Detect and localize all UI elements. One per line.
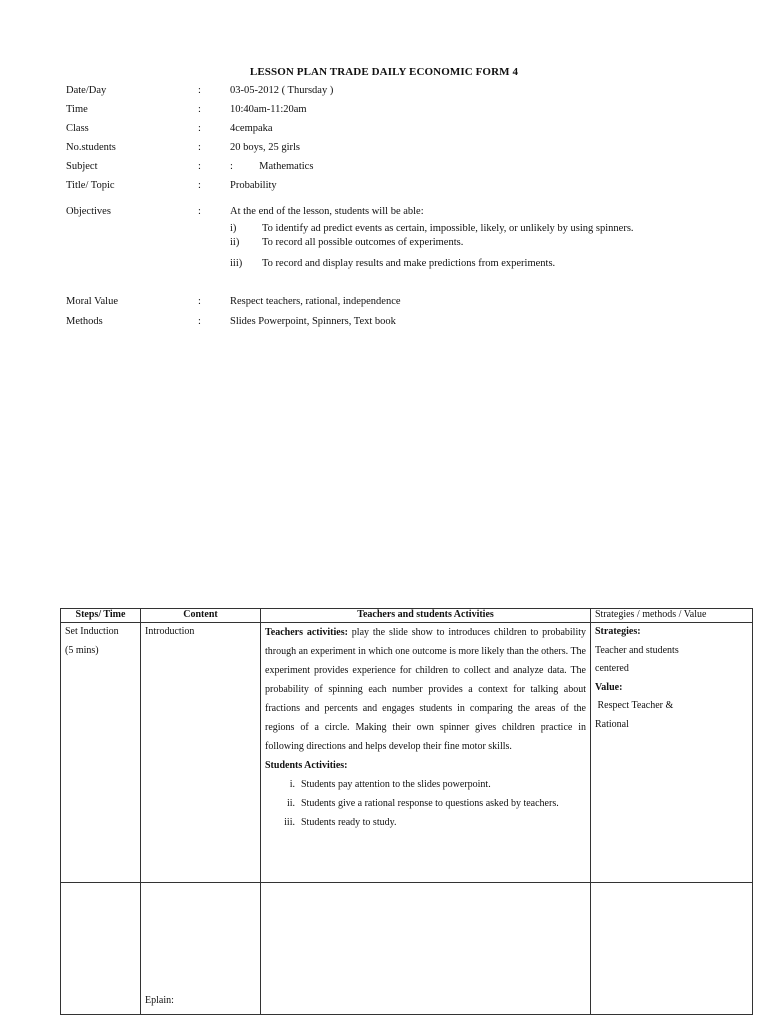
- list-item: [265, 775, 586, 794]
- cell-content: [141, 623, 261, 883]
- list-item: [265, 794, 586, 813]
- field-colon: :: [198, 123, 201, 134]
- moral-value-label: Moral Value: [66, 296, 119, 307]
- field-value-students: 20 boys, 25 girls: [230, 142, 301, 153]
- methods-text: Slides Powerpoint, Spinners, Text book: [230, 316, 396, 327]
- strategies-text: centered: [595, 663, 629, 674]
- table-header-row: [61, 609, 753, 623]
- field-colon: :: [198, 161, 201, 172]
- field-colon: :: [198, 316, 201, 327]
- table-row: [61, 883, 753, 1015]
- cell-strategies: [591, 623, 753, 883]
- field-colon: :: [198, 180, 201, 191]
- field-label-topic: Title/ Topic: [66, 180, 115, 191]
- lesson-table: [60, 608, 753, 1015]
- objective-number: i): [230, 223, 237, 234]
- field-value-subject: : Mathematics: [230, 161, 314, 172]
- strategies-label: Strategies:: [595, 626, 641, 637]
- header-content: Content: [141, 609, 261, 623]
- field-value-date: 03-05-2012 ( Thursday ): [230, 85, 334, 96]
- list-item-number: i.: [289, 779, 295, 790]
- teachers-activities-label: Teachers activities:: [265, 627, 348, 638]
- value-text: Rational: [595, 718, 629, 730]
- list-item: [265, 813, 586, 832]
- cell-activities: [261, 883, 591, 1015]
- list-item-text: Students pay attention to the slides powerpoint.: [301, 779, 491, 790]
- field-colon: :: [198, 85, 201, 96]
- field-label-time: Time: [66, 104, 88, 115]
- cell-strategies: [591, 883, 753, 1015]
- objectives-intro: At the end of the lesson, students will be able:: [230, 206, 424, 217]
- step-time: (5 mins): [65, 644, 99, 656]
- list-item-text: Students give a rational response to questions asked by teachers.: [301, 798, 559, 809]
- field-label-students: No.students: [66, 142, 116, 153]
- step-name: Set Induction: [65, 626, 119, 637]
- field-value-time: 10:40am-11:20am: [230, 104, 307, 115]
- table-row: [61, 623, 753, 883]
- field-label-subject: Subject: [66, 161, 98, 172]
- field-colon: :: [198, 296, 201, 307]
- field-value-class: 4cempaka: [230, 123, 273, 134]
- methods-label: Methods: [66, 316, 103, 327]
- objectives-label: Objectives: [66, 206, 111, 217]
- header-strategies: Strategies / methods / Value: [591, 609, 753, 623]
- page-title: LESSON PLAN TRADE DAILY ECONOMIC FORM 4: [249, 66, 519, 78]
- cell-activities: [261, 623, 591, 883]
- strategies-text: Teacher and students: [595, 644, 679, 656]
- cell-content: [141, 883, 261, 1015]
- cell-steps: [61, 623, 141, 883]
- header-activities: Teachers and students Activities: [261, 609, 591, 623]
- cell-steps: [61, 883, 141, 1015]
- objective-text: To identify ad predict events as certain, impossible, likely, or unlikely by using spinners.: [262, 223, 634, 234]
- teachers-activities: [265, 623, 586, 756]
- students-activities-label: Students Activities:: [265, 760, 348, 771]
- objective-number: ii): [230, 237, 240, 248]
- field-label-date: Date/Day: [66, 85, 107, 96]
- list-item-number: ii.: [286, 798, 295, 809]
- header-steps-time: Steps/ Time: [61, 609, 141, 623]
- teachers-activities-text: play the slide show to introduces children to probability through an experiment in which one outcome is more likely than the others. The experiment provides experience for children to collect and analyze data. The probability of spinning each number provides a context for talking about fractions and percents and engages students in comparing the areas of the regions of a circle. Making their own spinner gives children practice in following directions and helps develop their fine motor skills.: [265, 627, 587, 752]
- eplain-label: Eplain:: [145, 995, 174, 1006]
- field-colon: :: [198, 104, 201, 115]
- objective-text: To record and display results and make predictions from experiments.: [262, 258, 556, 269]
- field-label-class: Class: [66, 123, 89, 134]
- field-colon: :: [198, 142, 201, 153]
- objective-text: To record all possible outcomes of experiments.: [262, 237, 464, 248]
- value-text: Respect Teacher &: [595, 700, 674, 711]
- moral-value-text: Respect teachers, rational, independence: [230, 296, 401, 307]
- field-colon: :: [198, 206, 201, 217]
- objective-number: iii): [230, 258, 243, 269]
- list-item-number: iii.: [284, 817, 295, 828]
- field-value-topic: Probability: [230, 180, 277, 191]
- value-label: Value:: [595, 681, 623, 693]
- list-item-text: Students ready to study.: [301, 817, 397, 828]
- content-text: Introduction: [145, 626, 195, 637]
